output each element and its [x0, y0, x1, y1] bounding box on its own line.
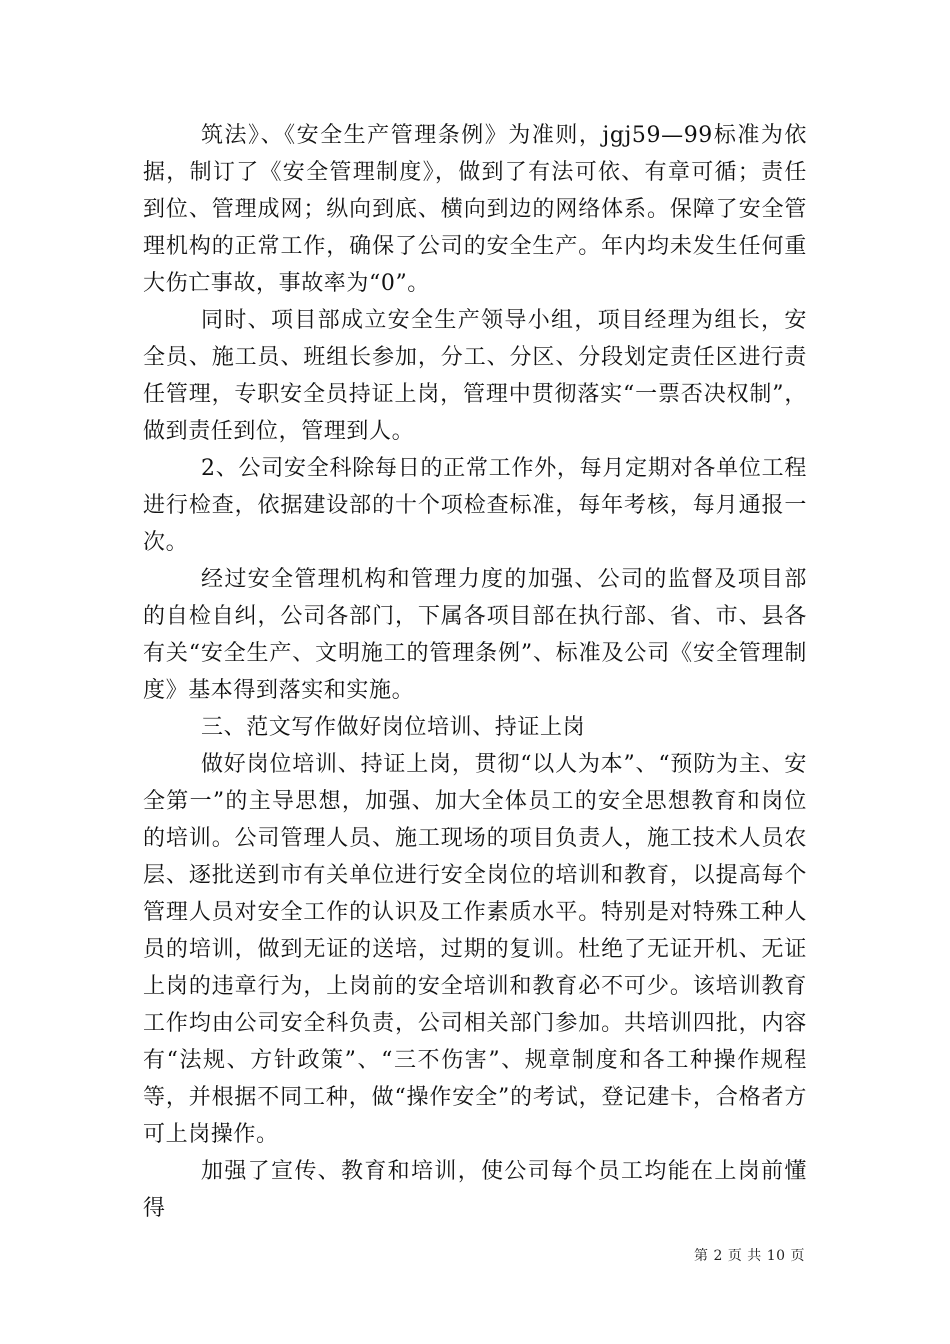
section-heading-training: 三、范文写作做好岗位培训、持证上岗 — [201, 715, 586, 740]
paragraph-education-continued: 加强了宣传、教育和培训，使公司每个员工均能在上岗前懂得 — [143, 1159, 807, 1221]
paragraph-implementation: 经过安全管理机构和管理力度的加强、公司的监督及项目部的自检自纠，公司各部门，下属各项目部在执行部、省、市、县各有关“安全生产、文明施工的管理条例”、标准及公司《安全管理制度》基本得到落实和实施。 — [143, 567, 807, 703]
paragraph-safety-regulations: 筑法》、《安全生产管理条例》为准则，jgj59—99标准为依据，制订了《安全管理制度》，做到了有法可依、有章可循；责任到位、管理成网；纵向到底、横向到边的网络体系。保障了安全管理机构的正常工作，确保了公司的安全生产。年内均未发生任何重大伤亡事故，事故率为“0”。 — [143, 123, 807, 296]
paragraph-project-leadership: 同时、项目部成立安全生产领导小组，项目经理为组长，安全员、施工员、班组长参加，分工、分区、分段划定责任区进行责任管理，专职安全员持证上岗，管理中贯彻落实“一票否决权制”，做到责任到位，管理到人。 — [143, 308, 807, 444]
paragraph-training-details: 做好岗位培训、持证上岗，贯彻“以人为本”、“预防为主、安全第一”的主导思想，加强、加大全体员工的安全思想教育和岗位的培训。公司管理人员、施工现场的项目负责人，施工技术人员农层、逐批送到市有关单位进行安全岗位的培训和教育，以提高每个管理人员对安全工作的认识及工作素质水平。特别是对特殊工种人员的培训，做到无证的送培，过期的复训。杜绝了无证开机、无证上岗的违章行为，上岗前的安全培训和教育必不可少。该培训教育工作均由公司安全科负责，公司相关部门参加。共培训四批，内容有“法规、方针政策”、“三不伤害”、规章制度和各工种操作规程等，并根据不同工种，做“操作安全”的考试，登记建卡，合格者方可上岗操作。 — [143, 752, 807, 1147]
document-body — [143, 117, 807, 1227]
paragraph-monthly-inspection: 2、公司安全科除每日的正常工作外，每月定期对各单位工程进行检查，依据建设部的十个项检查标准，每年考核，每月通报一次。 — [143, 456, 807, 555]
page-number-footer: 第 2 页 共 10 页 — [694, 1248, 805, 1264]
